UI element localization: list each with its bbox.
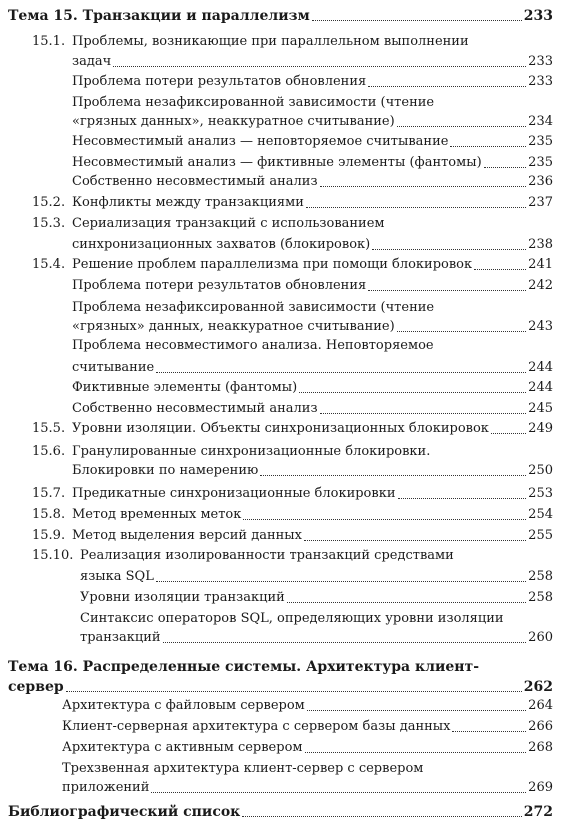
dot-leader: [66, 691, 522, 692]
toc-entry-line: [72, 70, 553, 90]
page-number: 258: [528, 569, 553, 584]
dot-leader: [307, 710, 526, 711]
toc-entry-line: [72, 376, 553, 396]
toc-entry-line: [72, 110, 553, 130]
toc-entry-line: [80, 626, 553, 646]
page-number: 264: [528, 698, 553, 713]
page-number: 233: [528, 74, 553, 89]
page-number: 235: [528, 155, 553, 170]
toc-entry-line: [72, 233, 553, 253]
toc-entry-text: задач: [72, 54, 112, 69]
toc-topic-line: [8, 655, 479, 675]
toc-entry-text: приложений: [62, 780, 150, 795]
page-number: 266: [528, 719, 553, 734]
page-number: 235: [528, 134, 553, 149]
toc-entry-text: Фиктивные элементы (фантомы): [72, 380, 298, 395]
toc-entry-line: [72, 50, 553, 70]
toc-entry-text: Тема 15. Транзакции и параллелизм: [8, 8, 310, 24]
section-number: 15.1.: [32, 34, 66, 49]
toc-entry-line: [32, 524, 553, 544]
section-number: 15.2.: [32, 195, 66, 210]
toc-entry-text: синхронизационных захватов (блокировок): [72, 237, 371, 252]
toc-entry-line: [62, 736, 553, 756]
page-number: 258: [528, 590, 553, 605]
toc-entry-line: [72, 397, 553, 417]
dot-leader: [320, 186, 527, 187]
dot-leader: [156, 372, 526, 373]
toc-entry-text: Проблема незафиксированной зависимости (чтение: [72, 95, 435, 110]
toc-entry-line: [32, 417, 553, 437]
toc-entry-text: Трехзвенная архитектура клиент-сервер с сервером: [62, 761, 424, 776]
toc-entry-text: Архитектура с файловым сервером: [62, 698, 305, 713]
toc-entry-text: считывание: [72, 360, 155, 375]
dot-leader: [368, 290, 526, 291]
toc-entry-line: [72, 130, 553, 150]
dot-leader: [151, 792, 526, 793]
dot-leader: [260, 475, 526, 476]
toc-entry-line: [72, 356, 553, 376]
toc-entry-line: [72, 334, 434, 354]
dot-leader: [474, 269, 526, 270]
page-number: 233: [523, 8, 553, 24]
dot-leader: [320, 413, 527, 414]
toc-entry-text: Конфликты между транзакциями: [72, 195, 304, 210]
page-number: 262: [523, 679, 553, 695]
dot-leader: [452, 731, 526, 732]
dot-leader: [312, 20, 522, 21]
toc-entry-line: [72, 315, 553, 335]
toc-entry-line: [32, 191, 553, 211]
toc-entry-text: Сериализация транзакций с использованием: [72, 216, 385, 231]
dot-leader: [287, 602, 526, 603]
toc-entry-text: Проблемы, возникающие при параллельном выполнении: [72, 34, 469, 49]
toc-entry-text: Уровни изоляции. Объекты синхронизационных блокировок: [72, 421, 489, 436]
toc-entry-text: Архитектура с активным сервером: [62, 740, 303, 755]
dot-leader: [450, 146, 526, 147]
dot-leader: [113, 66, 526, 67]
dot-leader: [306, 207, 526, 208]
toc-entry-text: Гранулированные синхронизационные блокировки.: [72, 444, 431, 459]
page-number: 255: [528, 528, 553, 543]
page-number: 243: [528, 319, 553, 334]
toc-entry-line: [32, 253, 553, 273]
toc-entry-text: транзакций: [80, 630, 161, 645]
toc-entry-line: [72, 91, 434, 111]
toc-entry-text: Проблема потери результатов обновления: [72, 278, 367, 293]
toc-entry-line: [32, 503, 553, 523]
toc-entry-line: [80, 607, 504, 627]
toc-topic-line: [8, 800, 553, 820]
toc-entry-line: [62, 757, 423, 777]
toc-entry-line: [32, 482, 553, 502]
page-number: 236: [528, 174, 553, 189]
toc-entry-text: Тема 16. Распределенные системы. Архитектура клиент-: [8, 659, 480, 675]
toc-entry-line: [62, 776, 553, 796]
toc-entry-text: «грязных» данных, неаккуратное считывание): [72, 319, 395, 334]
toc-entry-text: «грязных данных», неаккуратное считывание): [72, 114, 395, 129]
dot-leader: [305, 752, 527, 753]
section-number: 15.3.: [32, 216, 66, 231]
toc-entry-text: Библиографический список: [8, 804, 241, 820]
dot-leader: [484, 167, 527, 168]
toc-entry-text: Несовместимый анализ — неповторяемое считывание: [72, 134, 449, 149]
toc-entry-line: [80, 586, 553, 606]
toc-entry-line: [72, 296, 434, 316]
toc-entry-text: Блокировки по намерению: [72, 463, 259, 478]
section-number: 15.4.: [32, 257, 66, 272]
page-number: 269: [528, 780, 553, 795]
page-number: 233: [528, 54, 553, 69]
toc-topic-line: [8, 4, 553, 24]
dot-leader: [372, 249, 526, 250]
page-number: 244: [528, 360, 553, 375]
toc-entry-line: [72, 459, 553, 479]
toc-entry-text: Клиент-серверная архитектура с сервером базы данных: [62, 719, 451, 734]
page-number: 242: [528, 278, 553, 293]
section-number: 15.10.: [32, 548, 74, 563]
toc-entry-line: [62, 694, 553, 714]
toc-entry-text: Метод временных меток: [72, 507, 242, 522]
dot-leader: [491, 433, 526, 434]
dot-leader: [304, 540, 526, 541]
toc-entry-line: [72, 274, 553, 294]
page-number: 253: [528, 486, 553, 501]
page-number: 237: [528, 195, 553, 210]
section-number: 15.5.: [32, 421, 66, 436]
section-number: 15.7.: [32, 486, 66, 501]
dot-leader: [398, 498, 527, 499]
page-number: 234: [528, 114, 553, 129]
toc-entry-text: Собственно несовместимый анализ: [72, 401, 318, 416]
page-number: 249: [528, 421, 553, 436]
section-number: 15.6.: [32, 444, 66, 459]
page-number: 244: [528, 380, 553, 395]
toc-entry-line: [80, 565, 553, 585]
page-number: 245: [528, 401, 553, 416]
dot-leader: [299, 392, 526, 393]
toc-entry-text: Предикатные синхронизационные блокировки: [72, 486, 396, 501]
dot-leader: [163, 642, 527, 643]
toc-topic-line: [8, 675, 553, 695]
toc-entry-text: Синтаксис операторов SQL, определяющих уровни изоляции: [80, 611, 504, 626]
toc-entry-text: Проблема потери результатов обновления: [72, 74, 367, 89]
toc-entry-text: Проблема несовместимого анализа. Неповторяемое: [72, 338, 434, 353]
toc-entry-line: [72, 151, 553, 171]
page-number: 260: [528, 630, 553, 645]
toc-entry-text: Проблема незафиксированной зависимости (чтение: [72, 300, 435, 315]
toc-entry-line: [72, 170, 553, 190]
page-number: 238: [528, 237, 553, 252]
section-number: 15.8.: [32, 507, 66, 522]
page-number: 272: [523, 804, 553, 820]
toc-entry-text: сервер: [8, 679, 64, 695]
toc-entry-line: [32, 440, 430, 460]
toc-entry-text: Уровни изоляции транзакций: [80, 590, 285, 605]
dot-leader: [397, 126, 527, 127]
toc-entry-text: Собственно несовместимый анализ: [72, 174, 318, 189]
toc-entry-text: Реализация изолированности транзакций средствами: [80, 548, 454, 563]
toc-entry-line: [62, 715, 553, 735]
dot-leader: [156, 581, 526, 582]
toc-entry-line: [32, 30, 469, 50]
toc-entry-text: Решение проблем параллелизма при помощи блокировок: [72, 257, 473, 272]
dot-leader: [242, 816, 521, 817]
toc-entry-text: Несовместимый анализ — фиктивные элементы (фантомы): [72, 155, 482, 170]
page-number: 268: [528, 740, 553, 755]
toc-entry-text: языка SQL: [80, 569, 154, 584]
dot-leader: [243, 519, 526, 520]
toc-entry-line: [32, 212, 385, 232]
section-number: 15.9.: [32, 528, 66, 543]
dot-leader: [397, 331, 527, 332]
page-number: 254: [528, 507, 553, 522]
page-number: 250: [528, 463, 553, 478]
page-number: 241: [528, 257, 553, 272]
toc-entry-text: Метод выделения версий данных: [72, 528, 302, 543]
dot-leader: [368, 86, 526, 87]
toc-entry-line: [32, 544, 454, 564]
